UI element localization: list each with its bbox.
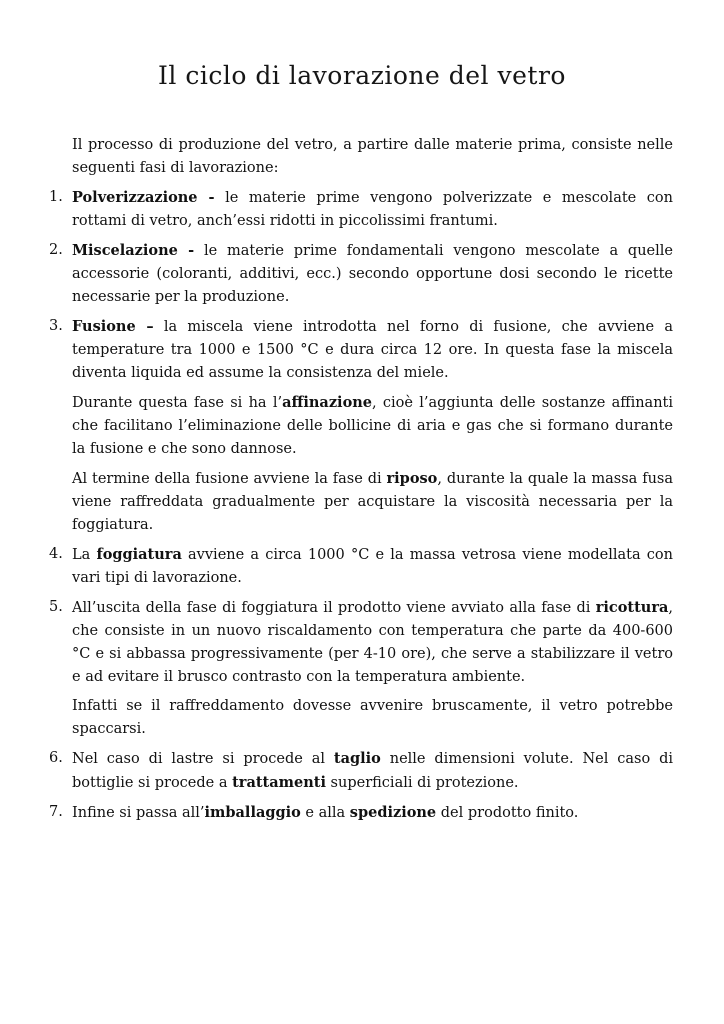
document-title: Il ciclo di lavorazione del vetro	[158, 61, 566, 90]
term-foggiatura: foggiatura	[96, 546, 182, 563]
sub-paragraph-infatti: Infatti se il raffreddamento dovesse avvenire bruscamente, il vetro potrebbe spaccarsi.	[72, 698, 673, 737]
list-item-text: nelle dimensioni volute. Nel caso di bottiglie si procede a	[72, 751, 673, 791]
sub-paragraph-text: , cioè l’aggiunta delle sostanze affinanti che facilitano l’eliminazione delle bollicine di aria e gas che si formano durante la fusione e che sono dannose.	[72, 395, 673, 457]
list-item-fusione	[49, 315, 674, 537]
sub-paragraph-riposo	[72, 467, 673, 537]
list-item-paragraph	[72, 186, 673, 233]
list-item-text: La	[72, 547, 97, 563]
list-item-text: avviene a circa 1000 °C e la massa vetrosa viene modellata con vari tipi di lavorazione.	[72, 547, 673, 586]
list-item-text: , che consiste in un nuovo riscaldamento con temperatura che parte da 400-600 °C e si abbassa progressivamente (per 4-10 ore), che serve a stabilizzare il vetro e ad evitare il brusco contrasto con la temperatura ambiente.	[72, 600, 673, 685]
term-fusione: Fusione –	[72, 318, 154, 335]
document-body	[49, 134, 674, 825]
sub-paragraph-affinazione	[72, 391, 673, 461]
list-item-ricottura	[49, 596, 673, 741]
intro-paragraph: Il processo di produzione del vetro, a partire dalle materie prima, consiste nelle seguenti fasi di lavorazione:	[72, 137, 673, 176]
term-imballaggio: imballaggio	[204, 804, 301, 821]
list-item-foggiatura	[49, 543, 673, 590]
list-item-imballaggio	[49, 801, 673, 825]
term-miscelazione: Miscelazione -	[72, 242, 195, 259]
list-item-paragraph	[72, 315, 673, 385]
list-item-paragraph	[72, 596, 673, 689]
term-spedizione: spedizione	[349, 804, 437, 821]
list-item-number: 6.	[49, 750, 63, 766]
list-item-paragraph	[72, 543, 673, 590]
list-item-text: All’uscita della fase di foggiatura il prodotto viene avviato alla fase di	[72, 600, 596, 616]
list-item-number: 4.	[49, 546, 63, 562]
list-item-text: Nel caso di lastre si procede al	[72, 751, 334, 767]
list-item-text: del prodotto finito.	[436, 805, 579, 821]
term-polverizzazione: Polverizzazione -	[72, 189, 215, 206]
list-item-text: superficiali di protezione.	[325, 775, 519, 791]
list-item-text: la miscela viene introdotta nel forno di fusione, che avviene a temperature tra 1000 e 1500 °C e dura circa 12 ore. In questa fase la miscela diventa liquida ed assume la consistenza del miele.	[72, 319, 673, 381]
list-item-number: 3.	[49, 318, 63, 334]
term-affinazione: affinazione	[282, 394, 373, 411]
list-item-text: Infine si passa all’	[72, 805, 205, 821]
term-trattamenti: trattamenti	[232, 774, 326, 791]
list-item-paragraph	[72, 747, 673, 795]
sub-paragraph-text: Al termine della fusione avviene la fase di	[72, 471, 387, 487]
sub-paragraph-text: , durante la quale la massa fusa viene raffreddata gradualmente per acquistare la viscosità necessaria per la foggiatura.	[72, 471, 674, 533]
list-item-taglio	[49, 747, 673, 795]
list-item-paragraph	[72, 801, 673, 825]
list-item-number: 5.	[49, 599, 63, 615]
term-taglio: taglio	[333, 750, 381, 767]
list-item-paragraph	[72, 239, 673, 309]
list-item-text: e alla	[300, 805, 350, 821]
term-ricottura: ricottura	[595, 599, 669, 616]
term-riposo: riposo	[386, 470, 438, 487]
list-item-text: le materie prime vengono polverizzate e mescolate con rottami di vetro, anch’essi ridotti in piccolissimi frantumi.	[72, 190, 673, 229]
sub-paragraph-text: Durante questa fase si ha l’	[72, 395, 283, 411]
list-item-polverizzazione	[49, 186, 673, 233]
list-item-number: 7.	[49, 804, 63, 820]
list-item-number: 1.	[49, 189, 63, 205]
list-item-number: 2.	[49, 242, 63, 258]
list-item-miscelazione	[49, 239, 673, 309]
list-item-text: le materie prime fondamentali vengono mescolate a quelle accessorie (coloranti, additivi, ecc.) secondo opportune dosi secondo le ricette necessarie per la produzione.	[72, 243, 673, 305]
